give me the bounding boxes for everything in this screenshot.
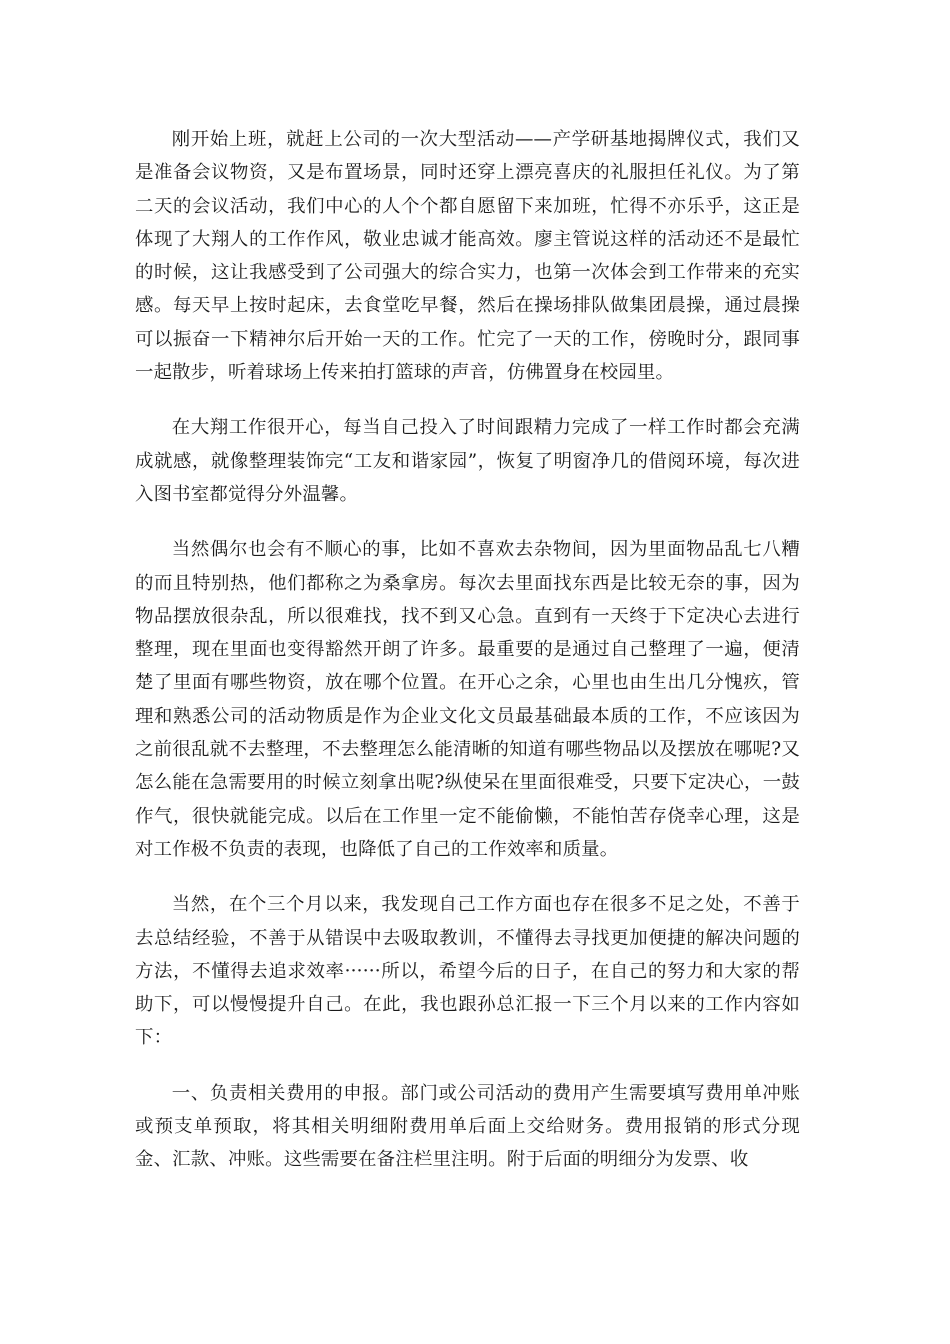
paragraph-happy-work: 在大翔工作很开心，每当自己投入了时间跟精力完成了一样工作时都会充满成就感，就像整理装饰完“工友和谐家园”，恢复了明窗净几的借阅环境，每次进入图书室都觉得分外温馨。 — [135, 417, 800, 505]
paragraph-shortcomings: 当然，在个三个月以来，我发现自己工作方面也存在很多不足之处，不善于去总结经验，不善于从错误中去吸取教训，不懂得去寻找更加便捷的解决问题的方法，不懂得去追求效率······所以，希望今后的日子，在自己的努力和大家的帮助下，可以慢慢提升自己。在此，我也跟孙总汇报一下三个月以来的工作内容如下： — [135, 894, 800, 1049]
paragraph-expense-reporting: 一、负责相关费用的申报。部门或公司活动的费用产生需要填写费用单冲账或预支单预取，将其相关明细附费用单后面上交给财务。费用报销的形式分现金、汇款、冲账。这些需要在备注栏里注明。附于后面的明细分为发票、收 — [135, 1082, 800, 1171]
paragraph-first-day-event: 刚开始上班，就赶上公司的一次大型活动——产学研基地揭牌仪式，我们又是准备会议物资，又是布置场景，同时还穿上漂亮喜庆的礼服担任礼仪。为了第二天的会议活动，我们中心的人个个都自愿留下来加班，忙得不亦乐乎，这正是体现了大翔人的工作作风，敬业忠诚才能高效。廖主管说这样的活动还不是最忙的时候，这让我感受到了公司强大的综合实力，也第一次体会到工作带来的充实感。每天早上按时起床，去食堂吃早餐，然后在操场排队做集团晨操，通过晨操可以振奋一下精神尔后开始一天的工作。忙完了一天的工作，傍晚时分，跟同事一起散步，听着球场上传来拍打篮球的声音，仿佛置身在校园里。 — [135, 129, 800, 384]
document-page — [135, 123, 800, 1199]
paragraph-storage-room: 当然偶尔也会有不顺心的事，比如不喜欢去杂物间，因为里面物品乱七八糟的而且特别热，他们都称之为桑拿房。每次去里面找东西是比较无奈的事，因为物品摆放很杂乱，所以很难找，找不到又心急。直到有一天终于下定决心去进行整理，现在里面也变得豁然开朗了许多。最重要的是通过自己整理了一遍，便清楚了里面有哪些物资，放在哪个位置。在开心之余，心里也由生出几分愧疚，管理和熟悉公司的活动物质是作为企业文化文员最基础最本质的工作，不应该因为之前很乱就不去整理，不去整理怎么能清晰的知道有哪些物品以及摆放在哪呢?又怎么能在急需要用的时候立刻拿出呢?纵使呆在里面很难受，只要下定决心，一鼓作气，很快就能完成。以后在工作里一定不能偷懒，不能怕苦存侥幸心理，这是对工作极不负责的表现，也降低了自己的工作效率和质量。 — [135, 539, 800, 860]
